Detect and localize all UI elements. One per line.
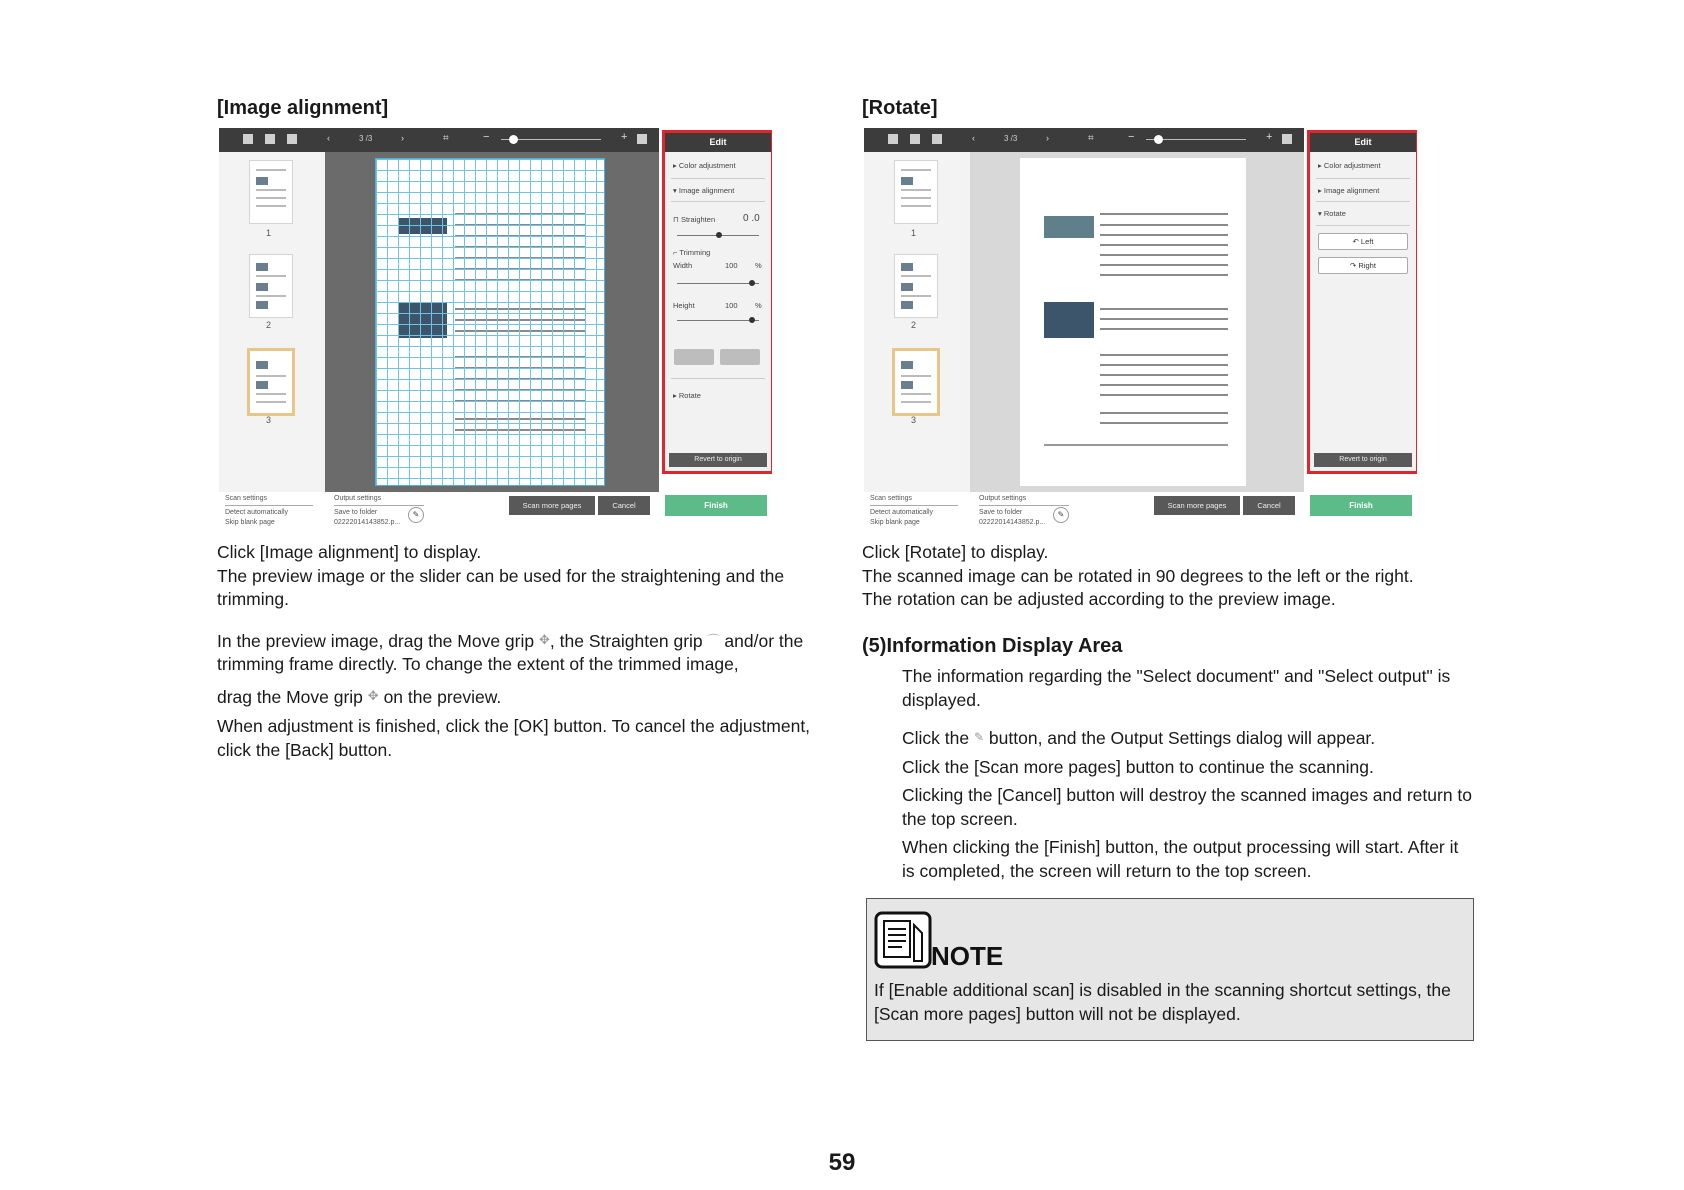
height-label: Height (673, 301, 695, 310)
information-area-2 (864, 492, 1417, 533)
note-text: If [Enable additional scan] is disabled in the scanning shortcut settings, the [Scan more pages] button will not be displayed. (874, 980, 1451, 1024)
fit-icon: ⌗ (443, 133, 449, 144)
rotate-right-button: ↷ Right (1318, 257, 1408, 274)
viewer-toolbar-2 (864, 128, 1304, 152)
left-text-block (217, 541, 827, 762)
info-p4: Clicking the [Cancel] button will destroy the scanned images and return to the top screen. (902, 785, 1473, 829)
grid-view-icon (637, 134, 647, 144)
edit-panel (662, 130, 772, 474)
rotate-heading: [Rotate] (862, 97, 938, 119)
zoom-in-icon-2: + (1266, 131, 1273, 143)
color-adjustment-item: ▸ Color adjustment (673, 161, 736, 170)
finish-button: Finish (665, 495, 767, 516)
image-alignment-item: ▾ Image alignment (673, 186, 735, 195)
prev-page-icon: ‹ (327, 133, 330, 143)
thumbnail-number-2b: 2 (911, 320, 917, 330)
height-value: 100 (725, 301, 738, 310)
thumbnail-3-selected (247, 348, 295, 416)
back-button (720, 349, 760, 365)
next-page-icon: › (401, 133, 404, 143)
folder-text: 02222014143852.p... (334, 519, 401, 526)
thumbnail-number-1b: 1 (911, 228, 917, 238)
information-text-block (902, 665, 1474, 883)
fit-icon-2: ⌗ (1088, 133, 1094, 144)
rotate-item-2: ▾ Rotate (1318, 209, 1346, 218)
edit-panel-title-2: Edit (1310, 133, 1416, 152)
thumbnail-3b-selected (892, 348, 940, 416)
color-adjustment-item-2: ▸ Color adjustment (1318, 161, 1381, 170)
finish-button-2: Finish (1310, 495, 1412, 516)
pencil-button-icon: ✎ (973, 730, 985, 744)
information-display-area-heading: (5)Information Display Area (862, 635, 1123, 657)
save-to-text-2: Save to folder (979, 509, 1023, 516)
output-settings-label: Output settings (334, 495, 382, 502)
rotate-left-button: ↶ Left (1318, 233, 1408, 250)
next-page-icon-2: › (1046, 133, 1049, 143)
revert-button: Revert to origin (669, 453, 767, 467)
trimming-label: ⌐ Trimming (673, 248, 711, 257)
image-alignment-item-2: ▸ Image alignment (1318, 186, 1380, 195)
edit-panel-2 (1307, 130, 1417, 474)
rotate-screenshot (864, 128, 1417, 533)
skip-text: Skip blank page (225, 519, 275, 526)
cancel-button-2: Cancel (1243, 496, 1295, 515)
zoom-knob (509, 135, 518, 144)
zoom-in-icon: + (621, 131, 628, 143)
straighten-value: 0 .0 (743, 213, 760, 224)
height-percent: % (755, 301, 762, 310)
grid-view-icon-2 (1282, 134, 1292, 144)
left-p1: Click [Image alignment] to display. (217, 542, 482, 562)
scan-settings-label-2: Scan settings (870, 495, 913, 502)
skip-text-2: Skip blank page (870, 519, 920, 526)
detect-text-2: Detect automatically (870, 509, 934, 516)
thumbnail-pane (219, 152, 325, 492)
right-text-block (862, 541, 1472, 612)
left-p4: When adjustment is finished, click the [OK] button. To cancel the adjustment, click the [Back] button. (217, 716, 811, 760)
trimming-grid (375, 158, 605, 486)
page-counter: 3 /3 (359, 134, 373, 143)
thumbnail-1b (894, 160, 938, 224)
information-area (219, 492, 772, 533)
note-icon (874, 911, 932, 969)
thumbnail-2b (894, 254, 938, 318)
detect-text: Detect automatically (225, 509, 289, 516)
grid-small-icon (287, 134, 297, 144)
preview-canvas-2 (970, 152, 1304, 492)
viewer-toolbar (219, 128, 659, 152)
pencil-icon-2: ✎ (1053, 507, 1069, 523)
scan-settings-label: Scan settings (225, 495, 268, 502)
rotate-item: ▸ Rotate (673, 391, 701, 400)
scan-more-button-2: Scan more pages (1154, 496, 1240, 515)
grid-medium-icon (265, 134, 275, 144)
grid-large-icon (243, 134, 253, 144)
width-value: 100 (725, 261, 738, 270)
grid-large-icon-2 (888, 134, 898, 144)
info-p5: When clicking the [Finish] button, the output processing will start. After it is completed, the screen will return to the top screen. (902, 837, 1459, 881)
prev-page-icon-2: ‹ (972, 133, 975, 143)
pencil-icon: ✎ (408, 507, 424, 523)
left-p2: The preview image or the slider can be used for the straightening and the trimming. (217, 565, 785, 609)
thumbnail-number-1: 1 (266, 228, 272, 238)
info-p2: Click the ✎ button, and the Output Settings dialog will appear. (902, 728, 1376, 748)
preview-page (375, 158, 605, 486)
zoom-knob-2 (1154, 135, 1163, 144)
straighten-grip-icon: ⌒ (707, 632, 720, 647)
zoom-out-icon: − (483, 131, 490, 143)
left-p3: In the preview image, drag the Move grip ✥, the Straighten grip ⌒ and/or the trimming frame directly. To change the extent of the trimmed image, (217, 628, 827, 677)
left-p3-cont: drag the Move grip ✥ on the preview. (217, 684, 827, 710)
edit-panel-title: Edit (665, 133, 771, 152)
revert-button-2: Revert to origin (1314, 453, 1412, 467)
move-grip-icon: ✥ (539, 631, 550, 647)
scan-more-button: Scan more pages (509, 496, 595, 515)
zoom-out-icon-2: − (1128, 131, 1135, 143)
preview-page-2 (1020, 158, 1246, 486)
output-settings-label-2: Output settings (979, 495, 1027, 502)
right-p1: Click [Rotate] to display. (862, 542, 1049, 562)
note-title: NOTE (931, 941, 1004, 971)
width-percent: % (755, 261, 762, 270)
save-to-text: Save to folder (334, 509, 378, 516)
thumbnail-number-2: 2 (266, 320, 272, 330)
image-alignment-screenshot (219, 128, 772, 533)
info-p3: Click the [Scan more pages] button to continue the scanning. (902, 756, 1374, 777)
move-grip-icon-2: ✥ (367, 687, 379, 703)
width-label: Width (673, 261, 693, 270)
page-counter-2: 3 /3 (1004, 134, 1018, 143)
preview-canvas (325, 152, 659, 492)
note-box (866, 898, 1474, 1041)
right-p3: The rotation can be adjusted according to the preview image. (862, 589, 1336, 609)
thumbnail-1 (249, 160, 293, 224)
straighten-label: ⊓ Straighten (673, 215, 716, 224)
grid-medium-icon-2 (910, 134, 920, 144)
thumbnail-number-3: 3 (266, 415, 272, 425)
folder-text-2: 02222014143852.p... (979, 519, 1046, 526)
ok-button (674, 349, 714, 365)
info-p1: The information regarding the "Select document" and "Select output" is displayed. (902, 666, 1451, 710)
image-alignment-heading: [Image alignment] (217, 97, 389, 119)
right-p2: The scanned image can be rotated in 90 degrees to the left or the right. (862, 565, 1414, 586)
page-number: 59 (828, 1149, 856, 1176)
grid-small-icon-2 (932, 134, 942, 144)
thumbnail-pane-2 (864, 152, 970, 492)
cancel-button: Cancel (598, 496, 650, 515)
thumbnail-2 (249, 254, 293, 318)
thumbnail-number-3b: 3 (911, 415, 917, 425)
